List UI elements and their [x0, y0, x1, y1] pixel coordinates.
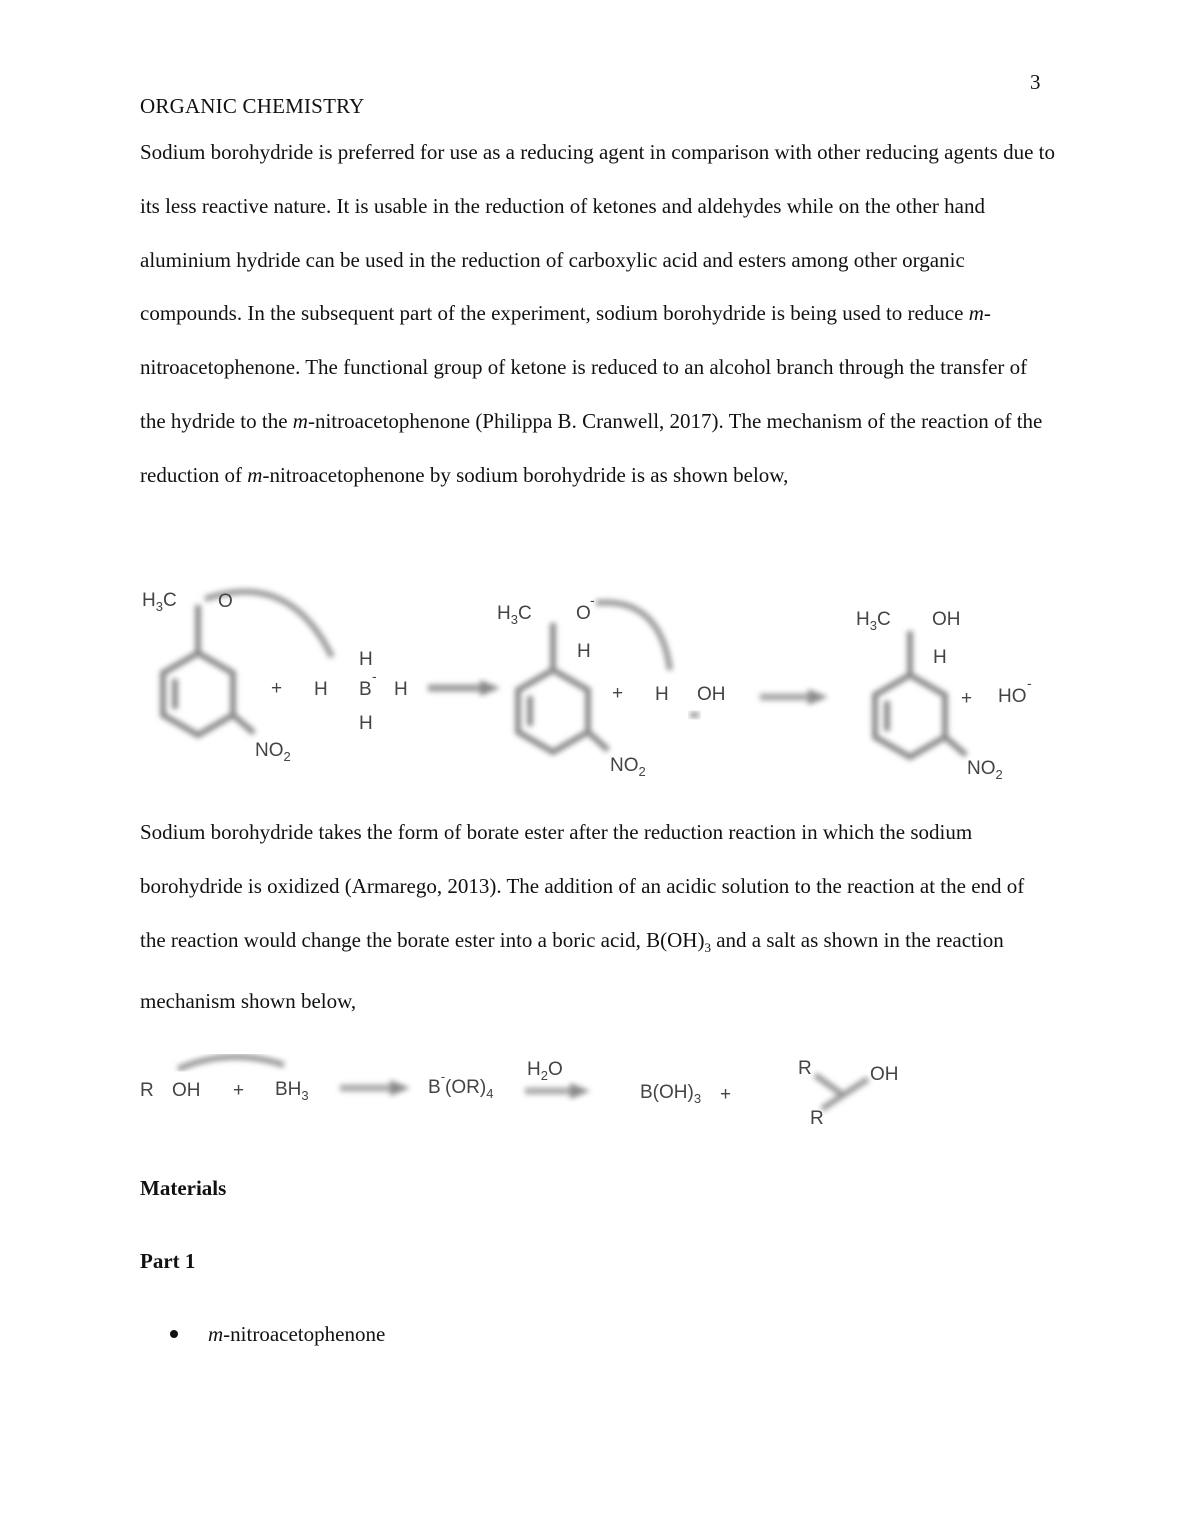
bullet-icon	[170, 1330, 178, 1338]
materials-list-item	[170, 1322, 385, 1347]
reaction-arrow-1	[428, 680, 500, 696]
text-run: -nitroacetophenone. The functional group of ketone is reduced to an alcohol branch through the transfer of the hydride to the	[140, 301, 1033, 433]
water-h-label: H	[655, 684, 669, 705]
benzene-ring-product	[875, 631, 966, 757]
borate-label: $B^-(OR)_4$	[428, 1069, 494, 1101]
intermediate-charge: -	[590, 592, 595, 608]
reactant-methyl-label: $H_3C$	[142, 590, 177, 614]
heading-materials: Materials	[140, 1176, 227, 1200]
italic-m: m	[968, 301, 984, 326]
reactant-oxygen-label: O	[218, 591, 233, 612]
plus-sign-4: +	[233, 1080, 245, 1101]
curved-arrow-2	[596, 603, 670, 670]
boric-acid-label: $B(OH)_3$	[640, 1082, 702, 1106]
borohydride-h-right: H	[394, 679, 408, 700]
text-run: -nitroacetophenone (Philippa B. Cranwell, 2017). The mechanism of the reaction of the reduction of	[140, 408, 1048, 487]
material-name: -nitroacetophenone	[223, 1322, 386, 1346]
bond-smudge	[690, 712, 699, 718]
subscript-3: 3	[704, 939, 711, 955]
product-r2-label: R	[810, 1108, 824, 1129]
page-number: 3	[1030, 70, 1041, 94]
reduction-mechanism-scheme	[0, 575, 1190, 790]
product-oh-label: OH	[870, 1064, 899, 1085]
borohydride-boron: B	[359, 679, 372, 700]
hydroxide-label: HO	[998, 686, 1027, 707]
plus-sign-5: +	[720, 1084, 732, 1105]
borane-label: $BH_3$	[275, 1079, 309, 1103]
product-hydroxyl-label: OH	[932, 609, 961, 630]
alcohol-product-bonds	[815, 1075, 868, 1109]
italic-m: m	[292, 408, 308, 433]
borohydride-h-left: H	[314, 679, 328, 700]
borohydride-charge: -	[372, 668, 377, 684]
product-h-label: H	[933, 647, 947, 668]
text-run: -nitroacetophenone by sodium borohydride is as shown below,	[262, 462, 789, 487]
intermediate-nitro-label: $NO_2$	[610, 755, 646, 779]
paragraph-nabh4-intro	[140, 126, 1061, 503]
intermediate-methyl-label: $H_3C$	[497, 603, 532, 627]
reactant-nitro-label: $NO_2$	[255, 740, 291, 764]
paragraph-borate-ester	[140, 806, 1055, 1028]
reaction-arrow-3	[340, 1080, 410, 1096]
intermediate-oxygen-label: O	[576, 603, 591, 624]
borohydride-h-bottom: H	[359, 713, 373, 734]
italic-m: m	[208, 1322, 224, 1346]
italic-m: m	[247, 462, 263, 487]
plus-sign-2: +	[612, 683, 624, 704]
text-run: and a salt as shown in the reaction mechanism shown below,	[140, 927, 1009, 1013]
curved-arrow-3	[178, 1057, 284, 1069]
borate-hydrolysis-scheme	[0, 1045, 1190, 1135]
benzene-ring-intermediate	[518, 623, 608, 752]
product-methyl-label: $H_3C$	[856, 609, 891, 633]
intermediate-h-label: H	[577, 641, 591, 662]
alcohol-r-label: R	[140, 1080, 154, 1101]
water-oh-label: OH	[697, 684, 726, 705]
hydroxide-charge: -	[1027, 675, 1032, 691]
text-run: Sodium borohydride takes the form of borate ester after the reduction reaction in which the sodium borohydride is oxidized (Armarego, 2013). The addition of an acidic solution to the reaction at the end of the reaction would change the borate ester into a boric acid, B(OH)	[140, 820, 1030, 952]
text-run: Sodium borohydride is preferred for use as a reducing agent in comparison with other reducing agents due to its less reactive nature. It is usable in the reduction of ketones and aldehydes while on the other hand aluminium hydride can be used in the reduction of carboxylic acid and esters among other organic compounds. In the subsequent part of the experiment, sodium borohydride is being used to reduce	[140, 140, 1061, 326]
product-nitro-label: $NO_2$	[967, 758, 1003, 782]
reaction-arrow-4	[525, 1083, 590, 1099]
plus-sign-3: +	[961, 688, 973, 709]
running-head: ORGANIC CHEMISTRY	[140, 94, 365, 118]
plus-sign-1: +	[271, 678, 283, 699]
product-r1-label: R	[798, 1058, 812, 1079]
borohydride-h-top: H	[359, 649, 373, 670]
reaction-arrow-2	[760, 689, 828, 705]
heading-part-1: Part 1	[140, 1249, 196, 1273]
water-reagent-label: $H_2O$	[527, 1059, 563, 1083]
alcohol-oh-label: OH	[172, 1080, 201, 1101]
benzene-ring-reactant	[163, 605, 254, 735]
